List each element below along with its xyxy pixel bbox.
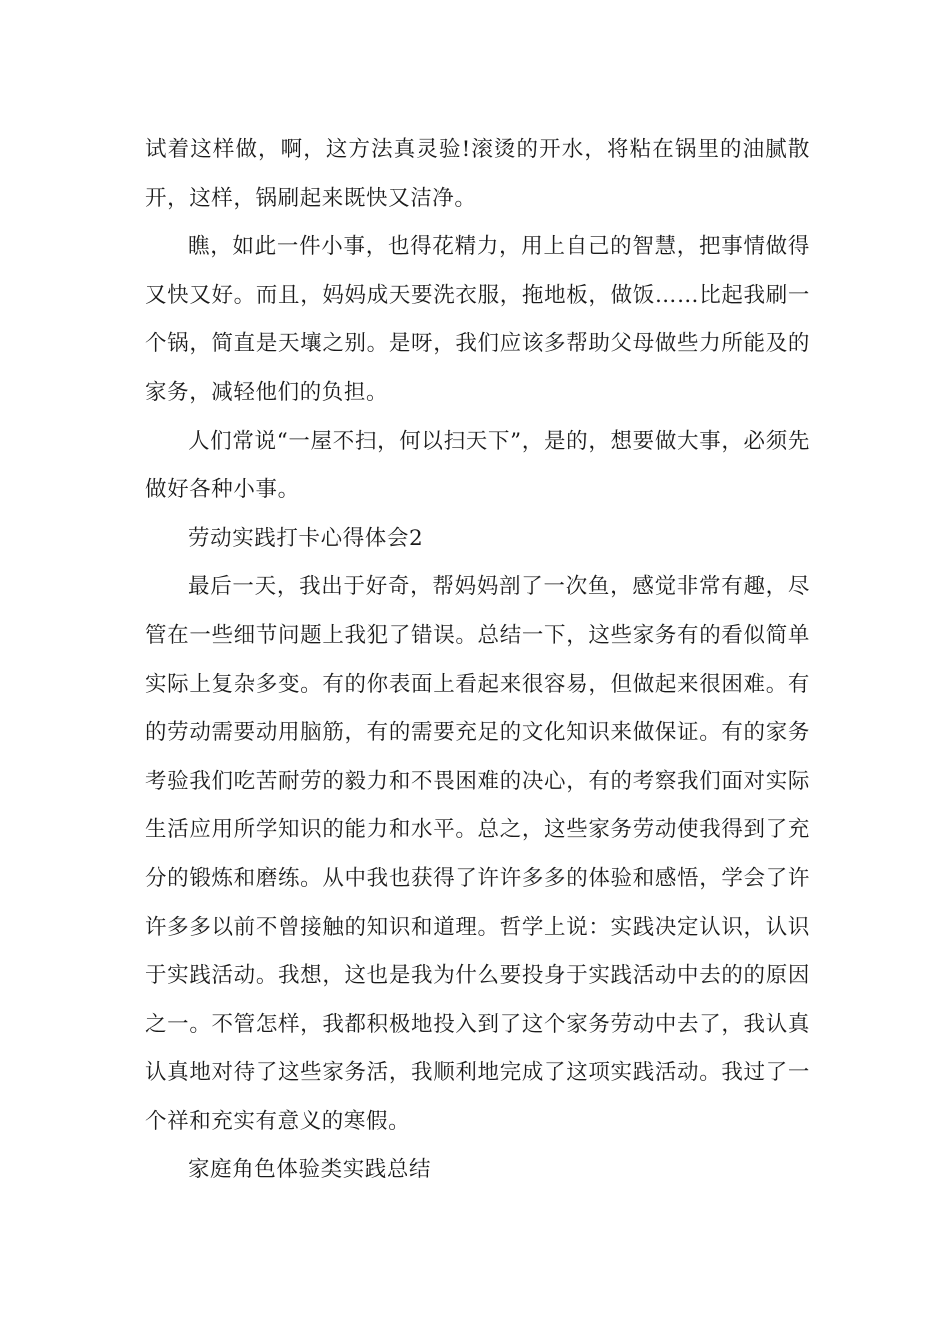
paragraph-reflection: 瞧，如此一件小事，也得花精力，用上自己的智慧，把事情做得又快又好。而且，妈妈成天要洗衣服，拖地板，做饭……比起我刷一个锅，简直是天壤之别。是呀，我们应该多帮助父母做些力所能及的家务，减轻他们的负担。 [145, 234, 810, 405]
section-heading-family-role: 家庭角色体验类实践总结 [188, 1157, 432, 1183]
paragraph-continuation: 试着这样做，啊，这方法真灵验!滚烫的开水，将粘在锅里的油腻散开，这样，锅刷起来既快又洁净。 [145, 137, 810, 211]
paragraph-experience: 最后一天，我出于好奇，帮妈妈剖了一次鱼，感觉非常有趣，尽管在一些细节问题上我犯了错误。总结一下，这些家务有的看似简单实际上复杂多变。有的你表面上看起来很容易，但做起来很困难。有的劳动需要动用脑筋，有的需要充足的文化知识来做保证。有的家务考验我们吃苦耐劳的毅力和不畏困难的决心，有的考察我们面对实际生活应用所学知识的能力和水平。总之，这些家务劳动使我得到了充分的锻炼和磨练。从中我也获得了许许多多的体验和感悟，学会了许许多多以前不曾接触的知识和道理。哲学上说：实践决定认识，认识于实践活动。我想，这也是我为什么要投身于实践活动中去的的原因之一。不管怎样，我都积极地投入到了这个家务劳动中去了，我认真认真地对待了这些家务活，我顺利地完成了这项实践活动。我过了一个祥和充实有意义的寒假。 [145, 574, 810, 1134]
document-body [145, 126, 810, 1195]
section-heading-2: 劳动实践打卡心得体会2 [188, 525, 424, 551]
paragraph-proverb: 人们常说“一屋不扫，何以扫天下”，是的，想要做大事，必须先做好各种小事。 [145, 428, 810, 503]
